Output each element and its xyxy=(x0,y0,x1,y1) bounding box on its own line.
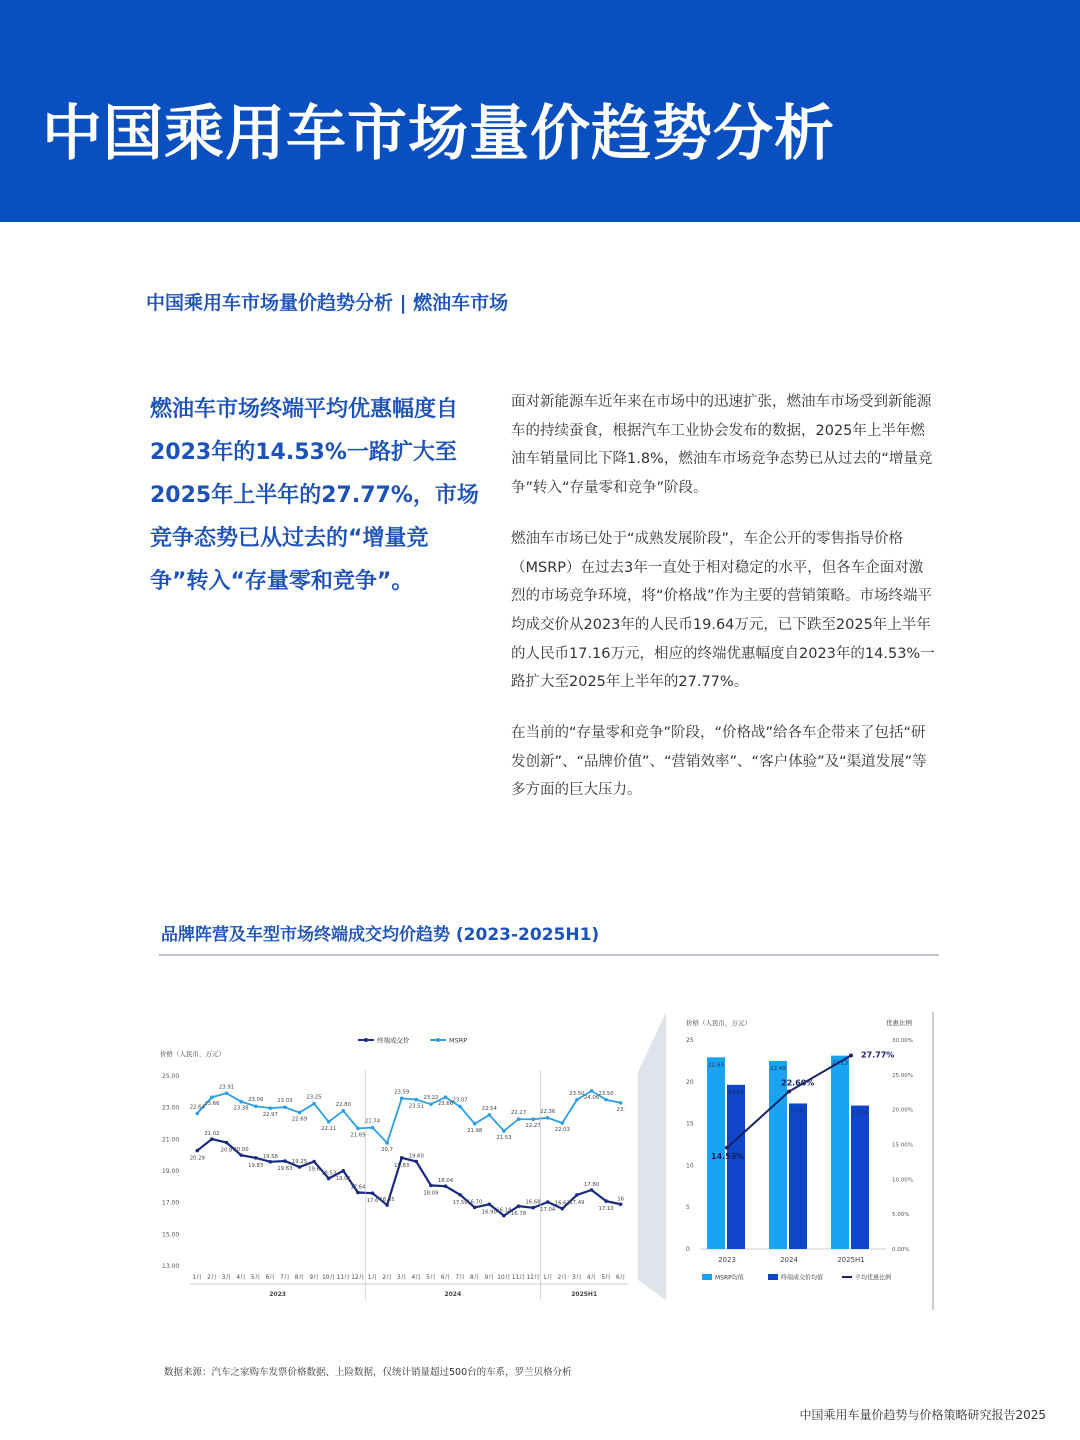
data-label: 19.83 xyxy=(248,1162,264,1169)
y2-tick-label: 5.00% xyxy=(892,1212,910,1219)
annual-price-bar-chart xyxy=(680,1013,934,1303)
x-tick-label: 3月 xyxy=(221,1275,232,1281)
body-text xyxy=(511,388,935,827)
data-point xyxy=(619,1202,623,1206)
x-tick-label: 7月 xyxy=(280,1275,290,1281)
legend-swatch-2 xyxy=(768,1274,778,1280)
data-label: 19.6 xyxy=(308,1166,320,1173)
data-label: 16.90 xyxy=(481,1209,497,1216)
data-label: 19.63 xyxy=(277,1166,293,1173)
data-label: 19.01 xyxy=(335,1175,351,1182)
data-label: 17.49 xyxy=(569,1199,585,1206)
data-point xyxy=(444,1095,448,1099)
chart-divider xyxy=(159,954,939,956)
data-point xyxy=(502,1214,506,1218)
legend-label-1: MSRP均值 xyxy=(715,1274,744,1282)
data-point xyxy=(488,1202,492,1206)
legend-swatch-1 xyxy=(702,1274,712,1280)
data-label: 17.50 xyxy=(452,1199,468,1206)
data-point xyxy=(590,1188,594,1192)
paragraph-3: 在当前的“存量零和竞争”阶段，“价格战”给各车企带来了包括“研发创新”、“品牌价值”、“营销效率”、“客户体验”及“渠道发展”等多方面的巨大压力。 xyxy=(511,725,927,799)
data-label: 17.80 xyxy=(583,1182,600,1188)
data-label: 16 xyxy=(617,1196,625,1203)
data-point xyxy=(269,1106,273,1110)
data-point xyxy=(385,1141,389,1145)
data-point xyxy=(196,1112,200,1116)
x-tick-label: 2月 xyxy=(207,1275,217,1281)
x-tick-label: 12月 xyxy=(526,1275,540,1281)
data-label: 23.91 xyxy=(218,1084,235,1091)
data-point xyxy=(312,1102,316,1106)
x-tick-label: 2月 xyxy=(557,1275,568,1281)
legend-label-2: MSRP xyxy=(449,1036,468,1045)
data-label: 17.10 xyxy=(598,1206,614,1213)
data-point xyxy=(342,1169,346,1173)
y2-tick-label: 15.00% xyxy=(892,1142,913,1149)
data-label: 19.25 xyxy=(291,1159,308,1166)
data-point xyxy=(254,1104,258,1108)
data-point xyxy=(342,1109,346,1113)
bar-transaction xyxy=(789,1103,807,1249)
x-tick-label: 3月 xyxy=(572,1275,582,1281)
bar-label-transaction: 19.64 xyxy=(728,1089,744,1096)
data-source-note: 数据来源：汽车之家购车发票价格数据、上险数据，仅统计销量超过500台的车系，罗兰贝格分析 xyxy=(164,1367,572,1378)
x-tick-label: 1月 xyxy=(542,1275,553,1281)
data-point xyxy=(531,1206,535,1210)
bar-label-msrp: 22.93 xyxy=(708,1062,724,1069)
x-tick-label: 7月 xyxy=(455,1275,465,1281)
data-label: 23.66 xyxy=(437,1101,454,1108)
x-tick-label: 9月 xyxy=(309,1275,319,1281)
data-label: 23.38 xyxy=(233,1105,249,1112)
data-label: 22.11 xyxy=(321,1125,337,1132)
data-label: 20.29 xyxy=(189,1155,205,1162)
data-label: 21.53 xyxy=(496,1134,512,1141)
monthly-price-line-chart xyxy=(158,1030,638,1305)
data-point xyxy=(254,1156,258,1160)
x-tick-label: 2023 xyxy=(718,1256,736,1264)
legend-marker-2 xyxy=(436,1038,440,1042)
discount-label: 27.77% xyxy=(861,1050,895,1060)
x-tick-label: 6月 xyxy=(440,1275,451,1281)
data-point xyxy=(473,1206,477,1210)
data-label: 22.64 xyxy=(189,1104,205,1111)
year-group-label: 2025H1 xyxy=(571,1291,598,1298)
bar-label-msrp: 22.49 xyxy=(770,1065,786,1072)
discount-label: 22.60% xyxy=(781,1078,815,1088)
data-point xyxy=(725,1146,729,1150)
data-point xyxy=(225,1141,229,1145)
bar-label-transaction: 17.41 xyxy=(790,1108,806,1115)
y-tick-label: 5 xyxy=(686,1204,690,1212)
bar-transaction xyxy=(727,1085,745,1249)
x-tick-label: 8月 xyxy=(294,1275,305,1281)
data-point xyxy=(400,1097,404,1101)
x-tick-label: 2025H1 xyxy=(837,1256,865,1264)
y-axis-label: 价格（人民币，万元） xyxy=(160,1050,225,1058)
x-tick-label: 3月 xyxy=(396,1275,407,1281)
y2-tick-label: 30.00% xyxy=(892,1038,913,1044)
data-point xyxy=(604,1098,608,1102)
data-point xyxy=(531,1117,535,1121)
data-point xyxy=(298,1165,302,1169)
data-point xyxy=(787,1090,791,1094)
data-label: 16.85 xyxy=(379,1197,395,1204)
y-tick-label: 25.00 xyxy=(162,1073,180,1080)
data-label: 16.78 xyxy=(510,1211,527,1218)
data-point xyxy=(429,1184,433,1188)
data-point xyxy=(210,1137,214,1141)
bar-transaction xyxy=(851,1106,869,1249)
data-point xyxy=(371,1126,375,1130)
data-point xyxy=(546,1200,550,1204)
paragraph-1: 面对新能源车近年来在市场中的迅速扩张，燃油车市场受到新能源车的持续蚕食，根据汽车工业协会发布的数据，2025年上半年燃油车销量同比下降1.8%，燃油车市场竞争态势已从过去的“增量竞争”转入“存量零和竞争”阶段。 xyxy=(511,394,933,497)
page-title: 中国乘用车市场量价趋势分析 xyxy=(42,99,835,169)
data-point xyxy=(239,1100,243,1104)
x-tick-label: 11月 xyxy=(511,1275,526,1281)
x-tick-label: 4月 xyxy=(586,1275,597,1281)
y-tick-label: 17.00 xyxy=(162,1199,180,1207)
y-tick-label: 13.00 xyxy=(162,1263,180,1270)
data-point xyxy=(458,1105,462,1109)
section-title: 中国乘用车市场量价趋势分析 | 燃油车市场 xyxy=(146,292,509,314)
x-tick-label: 5月 xyxy=(601,1275,611,1281)
x-tick-label: 4月 xyxy=(236,1275,246,1281)
data-label: 20.00 xyxy=(233,1147,249,1154)
data-point xyxy=(415,1160,419,1164)
data-label: 23.50 xyxy=(598,1090,614,1097)
x-tick-label: 4月 xyxy=(411,1275,422,1281)
data-label: 23.50 xyxy=(569,1090,585,1097)
data-label: 19.60 xyxy=(408,1153,424,1160)
year-group-label: 2023 xyxy=(269,1291,286,1298)
data-point xyxy=(619,1101,623,1105)
data-label: 21.69 xyxy=(350,1132,366,1139)
x-tick-label: 6月 xyxy=(265,1275,276,1281)
y-tick-label: 15 xyxy=(686,1120,694,1128)
legend-label-1: 终端成交价 xyxy=(377,1036,410,1045)
data-point xyxy=(444,1184,448,1188)
data-label: 21.98 xyxy=(467,1127,483,1134)
data-label: 23.09 xyxy=(248,1097,264,1104)
data-label: 22.80 xyxy=(335,1101,351,1108)
data-label: 23.59 xyxy=(394,1089,410,1096)
data-point xyxy=(517,1204,521,1208)
data-point xyxy=(385,1203,389,1207)
data-point xyxy=(356,1127,360,1131)
data-point xyxy=(225,1091,229,1095)
data-label: 22.97 xyxy=(262,1112,278,1119)
data-label: 21.02 xyxy=(204,1131,220,1138)
data-point xyxy=(575,1098,579,1102)
data-label: 17.04 xyxy=(540,1207,556,1214)
data-label: 23.07 xyxy=(452,1097,468,1104)
data-point xyxy=(283,1105,287,1109)
y-tick-label: 21.00 xyxy=(162,1136,180,1144)
data-label: 23.03 xyxy=(277,1098,293,1105)
year-group-label: 2024 xyxy=(444,1291,462,1298)
data-point xyxy=(561,1121,565,1125)
data-point xyxy=(283,1159,287,1163)
y-tick-label: 25 xyxy=(686,1037,694,1044)
data-point xyxy=(239,1153,243,1157)
paragraph-2: 燃油车市场已处于“成熟发展阶段”，车企公开的零售指导价格（MSRP）在过去3年一直处于相对稳定的水平，但各车企面对激烈的市场竞争环境，将“价格战”作为主要的营销策略。市场终端平均成交价从2023年的人民币19.64万元，已下跌至2025年上半年的人民币17.16万元，相应的终端优惠幅度自2023年的14.53%一路扩大至2025年上半年的27.77%。 xyxy=(511,530,935,691)
x-tick-label: 5月 xyxy=(250,1275,261,1281)
y-tick-label: 23.00 xyxy=(162,1104,180,1112)
data-point xyxy=(371,1191,375,1195)
data-point xyxy=(400,1156,404,1160)
y-axis-label: 价格（人民币，万元） xyxy=(686,1019,751,1027)
legend-marker-1 xyxy=(364,1038,368,1042)
x-tick-label: 5月 xyxy=(426,1275,436,1281)
data-label: 22.36 xyxy=(540,1108,556,1115)
chart-border-right xyxy=(932,1012,934,1310)
legend-label-3: 平均优惠比例 xyxy=(855,1274,892,1282)
y-tick-label: 20 xyxy=(686,1078,694,1086)
x-tick-label: 8月 xyxy=(469,1275,480,1281)
data-label: 21.74 xyxy=(364,1118,381,1125)
data-label: 22.27 xyxy=(525,1123,541,1130)
data-point xyxy=(429,1102,433,1106)
highlight-summary: 燃油车市场终端平均优惠幅度自2023年的14.53%一路扩大至2025年上半年的27.77%，市场竞争态势已从过去的“增量竞争”转入“存量零和竞争”。 xyxy=(150,397,479,594)
data-label: 20.8 xyxy=(220,1147,233,1154)
x-tick-label: 11月 xyxy=(336,1275,350,1281)
data-point xyxy=(458,1193,462,1197)
data-point xyxy=(327,1120,331,1124)
y-tick-label: 10 xyxy=(686,1162,694,1170)
data-point xyxy=(849,1054,853,1058)
data-point xyxy=(415,1098,419,1102)
data-point xyxy=(590,1089,594,1093)
y2-tick-label: 25.00% xyxy=(892,1072,913,1079)
data-label: 18.04 xyxy=(437,1178,454,1185)
data-label: 22.69 xyxy=(291,1116,308,1123)
report-footer: 中国乘用车量价趋势与价格策略研究报告2025 xyxy=(799,1408,1046,1422)
x-tick-label: 1月 xyxy=(367,1275,378,1281)
data-point xyxy=(312,1160,316,1164)
y-tick-label: 15.00 xyxy=(162,1231,180,1239)
data-label: 20.7 xyxy=(381,1146,393,1153)
data-label: 23.25 xyxy=(306,1094,322,1101)
legend-label-2: 终端成交价均值 xyxy=(781,1274,824,1282)
y-tick-label: 0 xyxy=(686,1246,690,1253)
data-point xyxy=(210,1095,214,1099)
data-point xyxy=(327,1177,331,1181)
bar-label-msrp: 23.13 xyxy=(832,1060,848,1067)
data-label: 23.51 xyxy=(408,1103,424,1110)
data-label: 17.6 xyxy=(366,1198,379,1205)
chart-heading: 品牌阵营及车型市场终端成交均价趋势 (2023-2025H1) xyxy=(161,925,600,945)
data-point xyxy=(356,1191,360,1195)
data-label: 22.03 xyxy=(554,1127,570,1134)
discount-label: 14.53% xyxy=(711,1151,745,1161)
data-label: 23.66 xyxy=(204,1101,220,1108)
data-point xyxy=(546,1116,550,1120)
y2-tick-label: 10.00% xyxy=(892,1177,913,1184)
data-label: 24.06 xyxy=(583,1094,600,1101)
y2-tick-label: 20.00% xyxy=(892,1107,913,1114)
data-point xyxy=(269,1160,273,1164)
data-label: 16.68 xyxy=(525,1199,541,1206)
data-label: 16.62 xyxy=(554,1200,570,1207)
bar-msrp xyxy=(769,1061,787,1249)
data-label: 22.54 xyxy=(481,1105,497,1112)
data-point xyxy=(604,1199,608,1203)
data-point xyxy=(473,1122,477,1126)
data-label: 17.64 xyxy=(350,1184,366,1191)
data-label: 16.70 xyxy=(467,1199,483,1206)
data-point xyxy=(502,1129,506,1133)
data-point xyxy=(488,1113,492,1117)
data-point xyxy=(517,1117,521,1121)
x-tick-label: 12月 xyxy=(351,1275,365,1281)
data-label: 18.09 xyxy=(423,1190,439,1197)
x-tick-label: 1月 xyxy=(192,1275,203,1281)
zoom-connector xyxy=(638,1012,666,1300)
x-tick-label: 2月 xyxy=(382,1275,392,1281)
y2-tick-label: 0.00% xyxy=(892,1247,910,1253)
data-point xyxy=(561,1207,565,1211)
data-point xyxy=(196,1149,200,1153)
y2-axis-label: 优惠比例 xyxy=(886,1019,912,1027)
x-tick-label: 2024 xyxy=(780,1256,798,1264)
bar-msrp xyxy=(831,1056,849,1249)
data-point xyxy=(298,1111,302,1115)
x-tick-label: 10月 xyxy=(322,1275,336,1281)
data-label: 19.83 xyxy=(394,1162,410,1169)
x-tick-label: 6月 xyxy=(615,1275,626,1281)
y-tick-label: 19.00 xyxy=(162,1168,180,1175)
data-label: 23. xyxy=(616,1106,625,1113)
data-point xyxy=(575,1193,579,1197)
data-label: 18.53 xyxy=(321,1170,337,1177)
data-label: 22.27 xyxy=(510,1110,527,1117)
x-tick-label: 9月 xyxy=(484,1275,495,1281)
x-tick-label: 10月 xyxy=(497,1275,511,1281)
data-label: 19.58 xyxy=(262,1153,278,1160)
bar-label-transaction: 17.16 xyxy=(852,1110,868,1117)
data-label: 23.22 xyxy=(423,1095,439,1102)
data-label: 16.18 xyxy=(496,1207,512,1214)
title-banner xyxy=(0,0,1080,222)
